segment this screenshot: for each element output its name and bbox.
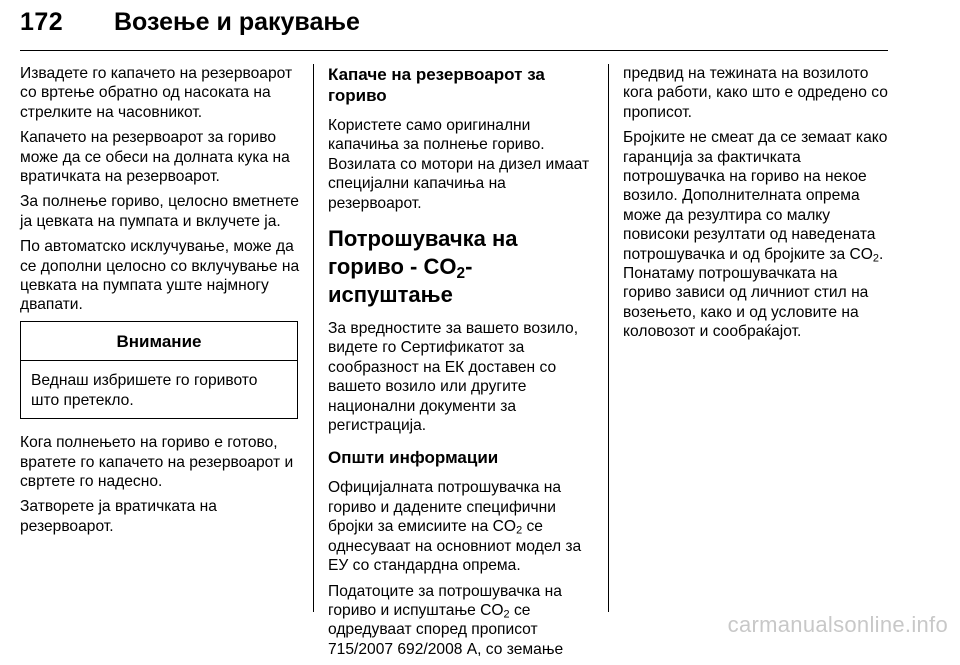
paragraph: предвид на тежината на возилото кога работи, како што е одредено со прописот. (623, 65, 888, 121)
watermark: carmanualsonline.info (727, 612, 948, 637)
page-header (20, 8, 888, 51)
paragraph: За вредностите за вашето возило, видете го Сертификатот за сообразност на ЕК доставен со вашето возило или другите национални документи за регистрација. (328, 320, 579, 435)
caution-title: Внимание (21, 322, 297, 361)
paragraph: Користете само оригинални капачиња за полнење гориво. Возилата со мотори на дизел имаат специјални капачиња на резервоарот. (328, 117, 590, 212)
column-divider-1 (313, 64, 314, 612)
paragraph: Бројките не смеат да се земаат како гаранција за фактичката потрошувачка на гориво на некое возило. Дополнителната опрема може да резултира со малку повисоки резултати од наведената потрошувачка и од бројките за $CO_2$. Понатаму потрошувачката на гориво зависи од личниот стил на возењето, како и од условите на коловозот и сообраќајот. (623, 129, 888, 341)
paragraph: Затворете ја вратичката на резервоарот. (20, 498, 217, 535)
column-3 (623, 64, 889, 348)
caution-box (20, 321, 298, 419)
paragraph: Податоците за потрошувачка на гориво и испуштање $CO_2$ се одредуваат според прописот 715/2007 692/2008 А, со земање (328, 582, 564, 658)
fuel-cap-heading: Капаче на резервоарот за гориво (328, 65, 545, 105)
section-title: Потрошувачка на гориво - $CO_2$-испуштање (328, 226, 518, 308)
column-divider-2 (608, 64, 609, 612)
general-info-heading: Општи информации (328, 448, 499, 468)
paragraph: Кога полнењето на гориво е готово, вратете го капачето на резервоарот и свртете го надесно. (20, 434, 294, 490)
page-number: 172 (20, 8, 64, 36)
paragraph: Капачето на резервоарот за гориво може да се обеси на долната кука на вратичката на резервоарот. (20, 129, 290, 186)
paragraph: Официјалната потрошувачка на гориво и дадените специфични бројки за емисиите на $CO_2$ се однесуваат на основниот модел за ЕУ со стандардна опрема. (328, 479, 582, 575)
paragraph: Извадете го капачето на резервоарот со вртење обратно од насоката на стрелките на часовникот. (20, 65, 293, 121)
chapter-title: Возење и ракување (114, 8, 360, 36)
caution-text: Веднаш избришете го горивото што претекло. (31, 372, 258, 409)
column-1 (20, 64, 300, 542)
paragraph: По автоматско исклучување, може да се дополни целосно со вклучување на цевката на пумпата уште најмногу двапати. (20, 238, 300, 314)
column-2 (328, 64, 594, 665)
paragraph: За полнење гориво, целосно вметнете ја цевката на пумпата и вклучете ја. (20, 193, 299, 230)
